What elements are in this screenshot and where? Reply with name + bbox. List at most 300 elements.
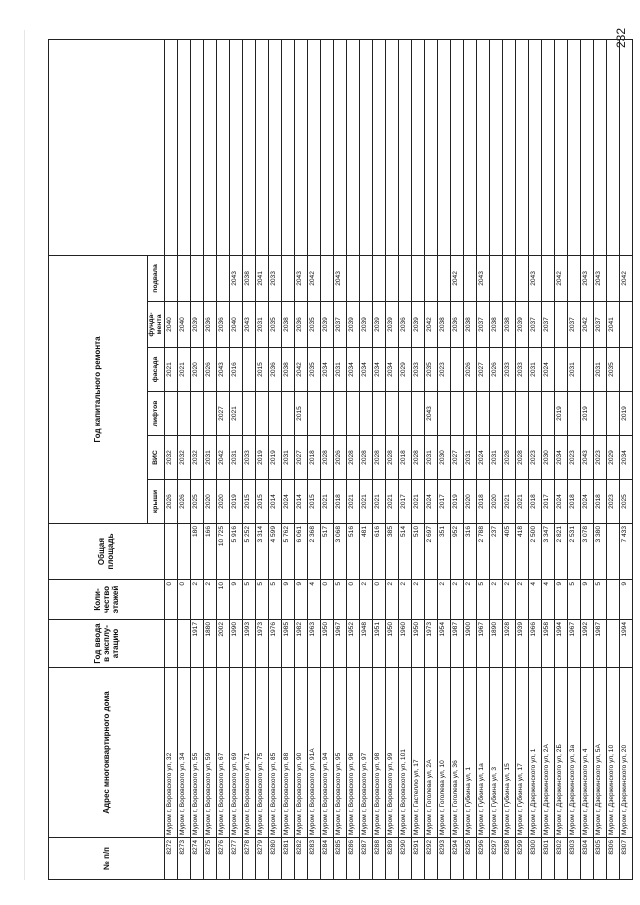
row-roof: 2018: [333, 480, 346, 524]
row-roof: 2020: [463, 480, 476, 524]
table-row: [411, 39, 424, 879]
row-number: 8295: [463, 838, 476, 880]
row-foundation: 2038: [437, 302, 450, 348]
row-facade: 2016: [229, 348, 242, 392]
row-foundation: 2035: [268, 302, 281, 348]
row-blank: [255, 39, 268, 255]
row-vis: 2019: [255, 436, 268, 480]
row-area: 6 061: [294, 524, 307, 580]
row-lifts: [450, 392, 463, 436]
row-number: 8275: [203, 838, 216, 880]
row-lifts: [164, 392, 177, 436]
row-blank: [268, 39, 281, 255]
row-vis: 2023: [567, 436, 580, 480]
row-lifts: [515, 392, 528, 436]
row-facade: 2027: [476, 348, 489, 392]
row-vis: 2031: [463, 436, 476, 480]
row-blank: [398, 39, 411, 255]
row-foundation: 2036: [398, 302, 411, 348]
header-address: Адрес многоквартирного дома: [49, 668, 165, 838]
row-vis: 2028: [346, 436, 359, 480]
row-blank: [437, 39, 450, 255]
row-basement: 2042: [450, 255, 463, 301]
row-foundation: 2038: [489, 302, 502, 348]
row-address: Муром г, Воровского ул, 94: [320, 668, 333, 838]
row-lifts: [606, 392, 619, 436]
row-facade: 2026: [203, 348, 216, 392]
row-roof: 2024: [281, 480, 294, 524]
row-year: 1967: [476, 620, 489, 668]
row-year: 1966: [528, 620, 541, 668]
row-number: 8285: [333, 838, 346, 880]
row-area: 3 078: [580, 524, 593, 580]
row-floors: 2: [489, 580, 502, 620]
row-lifts: [528, 392, 541, 436]
row-roof: 2017: [398, 480, 411, 524]
row-vis: 2018: [307, 436, 320, 480]
row-vis: 2028: [372, 436, 385, 480]
row-year: 1950: [320, 620, 333, 668]
row-area: 3 068: [333, 524, 346, 580]
row-lifts: [463, 392, 476, 436]
row-area: 4 599: [268, 524, 281, 580]
row-area: 316: [463, 524, 476, 580]
row-foundation: [554, 302, 567, 348]
row-foundation: 2038: [463, 302, 476, 348]
row-basement: [424, 255, 437, 301]
row-facade: 2034: [385, 348, 398, 392]
row-vis: 2034: [554, 436, 567, 480]
row-basement: 2041: [255, 255, 268, 301]
row-address: Муром г, Губкина ул, 3: [489, 668, 502, 838]
table-row: [424, 39, 437, 879]
row-address: Муром г, Воровского ул, 69: [229, 668, 242, 838]
row-facade: 2035: [424, 348, 437, 392]
row-year: 1952: [346, 620, 359, 668]
row-facade: [580, 348, 593, 392]
row-address: Муром г, Воровского ул, 96: [346, 668, 359, 838]
row-basement: [216, 255, 229, 301]
row-roof: 2021: [320, 480, 333, 524]
row-blank: [385, 39, 398, 255]
row-lifts: [320, 392, 333, 436]
row-area: [606, 524, 619, 580]
row-foundation: 2036: [203, 302, 216, 348]
row-lifts: [398, 392, 411, 436]
row-roof: 2017: [541, 480, 554, 524]
row-year: 1950: [385, 620, 398, 668]
row-address: Муром г, Дзержинского ул, 20: [619, 668, 632, 838]
row-basement: 2038: [242, 255, 255, 301]
row-blank: [372, 39, 385, 255]
row-address: Муром г, Воровского ул, 34: [177, 668, 190, 838]
row-blank: [502, 39, 515, 255]
row-floors: 9: [554, 580, 567, 620]
row-blank: [346, 39, 359, 255]
row-roof: 2017: [437, 480, 450, 524]
rotated-table-page: [48, 40, 629, 880]
row-number: 8304: [580, 838, 593, 880]
row-number: 8293: [437, 838, 450, 880]
row-basement: [320, 255, 333, 301]
row-roof: 2018: [567, 480, 580, 524]
row-foundation: 2040: [164, 302, 177, 348]
row-floors: 5: [255, 580, 268, 620]
row-address: Муром г, Воровского ул, 75: [255, 668, 268, 838]
row-year: 1994: [619, 620, 632, 668]
row-foundation: 2036: [216, 302, 229, 348]
row-number: 8297: [489, 838, 502, 880]
row-roof: 2015: [255, 480, 268, 524]
row-foundation: 2035: [307, 302, 320, 348]
row-area: 418: [515, 524, 528, 580]
row-area: [164, 524, 177, 580]
row-roof: 2021: [502, 480, 515, 524]
row-floors: [424, 580, 437, 620]
row-number: 8278: [242, 838, 255, 880]
row-year: 1951: [372, 620, 385, 668]
row-basement: [502, 255, 515, 301]
table-row: [268, 39, 281, 879]
row-foundation: 2037: [541, 302, 554, 348]
row-blank: [242, 39, 255, 255]
row-blank: [177, 39, 190, 255]
row-blank: [164, 39, 177, 255]
table-row: [190, 39, 203, 879]
table-row: [489, 39, 502, 879]
header-foundation: фунда-мента: [148, 302, 165, 348]
row-vis: 2023: [528, 436, 541, 480]
row-blank: [554, 39, 567, 255]
row-facade: 2031: [333, 348, 346, 392]
row-year: 1973: [255, 620, 268, 668]
row-floors: 9: [229, 580, 242, 620]
row-foundation: 2037: [567, 302, 580, 348]
row-basement: 2043: [333, 255, 346, 301]
row-year: 1928: [502, 620, 515, 668]
row-roof: 2021: [385, 480, 398, 524]
row-area: 3 347: [541, 524, 554, 580]
row-lifts: [567, 392, 580, 436]
row-roof: 2021: [359, 480, 372, 524]
row-vis: 2029: [606, 436, 619, 480]
row-number: 8301: [541, 838, 554, 880]
row-roof: 2021: [515, 480, 528, 524]
row-foundation: 2037: [593, 302, 606, 348]
table-row: [216, 39, 229, 879]
row-basement: [385, 255, 398, 301]
row-lifts: [268, 392, 281, 436]
row-lifts: [333, 392, 346, 436]
row-roof: 2024: [424, 480, 437, 524]
row-vis: 2027: [450, 436, 463, 480]
row-basement: [177, 255, 190, 301]
row-floors: 0: [346, 580, 359, 620]
row-area: 3 380: [593, 524, 606, 580]
row-number: 8305: [593, 838, 606, 880]
row-basement: 2043: [528, 255, 541, 301]
row-floors: 4: [528, 580, 541, 620]
row-foundation: 2039: [190, 302, 203, 348]
row-basement: 2043: [294, 255, 307, 301]
row-vis: 2043: [580, 436, 593, 480]
table-row: [476, 39, 489, 879]
row-foundation: 2039: [515, 302, 528, 348]
row-address: Муром г, Дзержинского ул, 1: [528, 668, 541, 838]
row-roof: 2018: [528, 480, 541, 524]
row-facade: 2021: [164, 348, 177, 392]
header-year: Год ввода в эксплу-атацию: [49, 620, 165, 668]
row-number: 8282: [294, 838, 307, 880]
row-number: 8284: [320, 838, 333, 880]
header-vis: ВИС: [148, 436, 165, 480]
row-year: 1987: [450, 620, 463, 668]
table-row: [554, 39, 567, 879]
row-address: Муром г, Воровского ул, 88: [281, 668, 294, 838]
row-blank: [593, 39, 606, 255]
row-basement: 2043: [580, 255, 593, 301]
row-blank: [307, 39, 320, 255]
page-number: 232: [614, 28, 628, 49]
table-row: [203, 39, 216, 879]
row-foundation: 2039: [346, 302, 359, 348]
row-vis: 2024: [476, 436, 489, 480]
table-row: [372, 39, 385, 879]
row-floors: 9: [619, 580, 632, 620]
row-number: 8291: [411, 838, 424, 880]
row-lifts: [437, 392, 450, 436]
row-area: 2 697: [424, 524, 437, 580]
row-basement: [489, 255, 502, 301]
row-facade: 2036: [268, 348, 281, 392]
capital-repair-table: [48, 39, 633, 880]
row-foundation: 2036: [450, 302, 463, 348]
row-address: Муром г, Воровского ул, 91А: [307, 668, 320, 838]
row-foundation: 2042: [580, 302, 593, 348]
row-facade: 2021: [177, 348, 190, 392]
table-row: [528, 39, 541, 879]
row-address: Муром г, Губкина ул, 15: [502, 668, 515, 838]
row-area: 7 433: [619, 524, 632, 580]
row-basement: 2042: [307, 255, 320, 301]
row-floors: 9: [580, 580, 593, 620]
row-floors: 2: [190, 580, 203, 620]
row-number: 8292: [424, 838, 437, 880]
header-row-main: [49, 39, 148, 879]
row-floors: 0: [164, 580, 177, 620]
row-year: [606, 620, 619, 668]
row-number: 8299: [515, 838, 528, 880]
row-number: 8286: [346, 838, 359, 880]
row-number: 8287: [359, 838, 372, 880]
row-address: Муром г, Дзержинского ул, 2Б: [554, 668, 567, 838]
row-foundation: 2036: [294, 302, 307, 348]
table-row: [333, 39, 346, 879]
row-roof: 2026: [164, 480, 177, 524]
row-lifts: [281, 392, 294, 436]
row-roof: 2015: [307, 480, 320, 524]
row-lifts: [489, 392, 502, 436]
row-basement: [164, 255, 177, 301]
row-floors: 2: [502, 580, 515, 620]
row-blank: [567, 39, 580, 255]
row-vis: 2028: [411, 436, 424, 480]
row-floors: 5: [593, 580, 606, 620]
row-year: 2002: [216, 620, 229, 668]
row-floors: 2: [450, 580, 463, 620]
row-year: 1967: [567, 620, 580, 668]
row-year: 1992: [580, 620, 593, 668]
row-facade: 2033: [411, 348, 424, 392]
row-roof: 2025: [619, 480, 632, 524]
row-basement: 2043: [476, 255, 489, 301]
table-row: [580, 39, 593, 879]
table-row: [229, 39, 242, 879]
row-address: Муром г, Воровского ул, 90: [294, 668, 307, 838]
row-number: 8288: [372, 838, 385, 880]
row-blank: [294, 39, 307, 255]
row-basement: 2033: [268, 255, 281, 301]
row-lifts: 2019: [554, 392, 567, 436]
row-area: 2 821: [554, 524, 567, 580]
row-blank: [450, 39, 463, 255]
row-facade: 2031: [593, 348, 606, 392]
row-foundation: 2038: [502, 302, 515, 348]
row-facade: [450, 348, 463, 392]
row-blank: [463, 39, 476, 255]
row-foundation: 2043: [242, 302, 255, 348]
row-area: 516: [346, 524, 359, 580]
table-row: [593, 39, 606, 879]
row-foundation: 2039: [372, 302, 385, 348]
row-facade: 2023: [437, 348, 450, 392]
row-vis: 2030: [541, 436, 554, 480]
row-number: 8279: [255, 838, 268, 880]
row-year: [177, 620, 190, 668]
row-roof: 2019: [229, 480, 242, 524]
row-roof: 2014: [268, 480, 281, 524]
row-number: 8296: [476, 838, 489, 880]
row-foundation: 2038: [281, 302, 294, 348]
table-row: [346, 39, 359, 879]
row-year: 1967: [333, 620, 346, 668]
row-address: Муром г, Гастелло ул, 17: [411, 668, 424, 838]
row-number: 8272: [164, 838, 177, 880]
row-vis: 2032: [190, 436, 203, 480]
row-vis: 2027: [294, 436, 307, 480]
row-area: 514: [398, 524, 411, 580]
row-facade: 2035: [606, 348, 619, 392]
table-row: [502, 39, 515, 879]
row-lifts: [541, 392, 554, 436]
row-foundation: 2037: [528, 302, 541, 348]
row-blank: [580, 39, 593, 255]
row-year: 1982: [294, 620, 307, 668]
row-blank: [424, 39, 437, 255]
table-row: [281, 39, 294, 879]
row-floors: 4: [307, 580, 320, 620]
table-body: [164, 39, 632, 879]
table-row: [255, 39, 268, 879]
row-facade: [242, 348, 255, 392]
row-facade: 2033: [502, 348, 515, 392]
header-basement: подвала: [148, 255, 165, 301]
row-area: 385: [385, 524, 398, 580]
table-row: [619, 39, 632, 879]
row-area: 616: [372, 524, 385, 580]
row-basement: [515, 255, 528, 301]
row-area: 237: [489, 524, 502, 580]
row-floors: 2: [411, 580, 424, 620]
row-roof: 2020: [489, 480, 502, 524]
row-lifts: [203, 392, 216, 436]
row-address: Муром г, Воровского ул, 59: [203, 668, 216, 838]
row-roof: 2025: [190, 480, 203, 524]
row-floors: 9: [281, 580, 294, 620]
row-vis: 2018: [398, 436, 411, 480]
row-blank: [515, 39, 528, 255]
row-blank: [606, 39, 619, 255]
row-address: Муром г, Воровского ул, 85: [268, 668, 281, 838]
row-year: 1993: [242, 620, 255, 668]
row-number: 8303: [567, 838, 580, 880]
table-row: [177, 39, 190, 879]
row-blank: [229, 39, 242, 255]
row-address: Муром г, Гоголева ул, 36: [450, 668, 463, 838]
row-lifts: [385, 392, 398, 436]
row-area: 351: [437, 524, 450, 580]
row-foundation: 2039: [320, 302, 333, 348]
row-vis: 2028: [515, 436, 528, 480]
table-row: [463, 39, 476, 879]
row-number: 8302: [554, 838, 567, 880]
table-row: [515, 39, 528, 879]
row-area: 481: [359, 524, 372, 580]
row-lifts: 2019: [580, 392, 593, 436]
row-lifts: [255, 392, 268, 436]
row-area: 3 314: [255, 524, 268, 580]
row-lifts: [593, 392, 606, 436]
row-vis: 2031: [203, 436, 216, 480]
row-roof: 2020: [216, 480, 229, 524]
row-year: 1990: [229, 620, 242, 668]
row-facade: 2035: [307, 348, 320, 392]
row-lifts: 2021: [229, 392, 242, 436]
row-roof: 2021: [346, 480, 359, 524]
row-facade: 2034: [372, 348, 385, 392]
row-lifts: 2015: [294, 392, 307, 436]
row-floors: 5: [242, 580, 255, 620]
row-floors: 5: [567, 580, 580, 620]
row-floors: 2: [398, 580, 411, 620]
row-basement: 2043: [593, 255, 606, 301]
row-year: 1954: [437, 620, 450, 668]
header-floors: Коли-чество этажей: [49, 580, 165, 620]
row-address: Муром г, Гоголева ул, 2А: [424, 668, 437, 838]
row-area: 5 252: [242, 524, 255, 580]
row-year: 1950: [411, 620, 424, 668]
table-row: [606, 39, 619, 879]
row-address: Муром г, Воровского ул, 97: [359, 668, 372, 838]
row-number: 8273: [177, 838, 190, 880]
row-facade: 2029: [398, 348, 411, 392]
row-area: 166: [203, 524, 216, 580]
row-blank: [541, 39, 554, 255]
row-floors: 9: [294, 580, 307, 620]
row-vis: 2028: [385, 436, 398, 480]
row-basement: [411, 255, 424, 301]
row-foundation: [619, 302, 632, 348]
